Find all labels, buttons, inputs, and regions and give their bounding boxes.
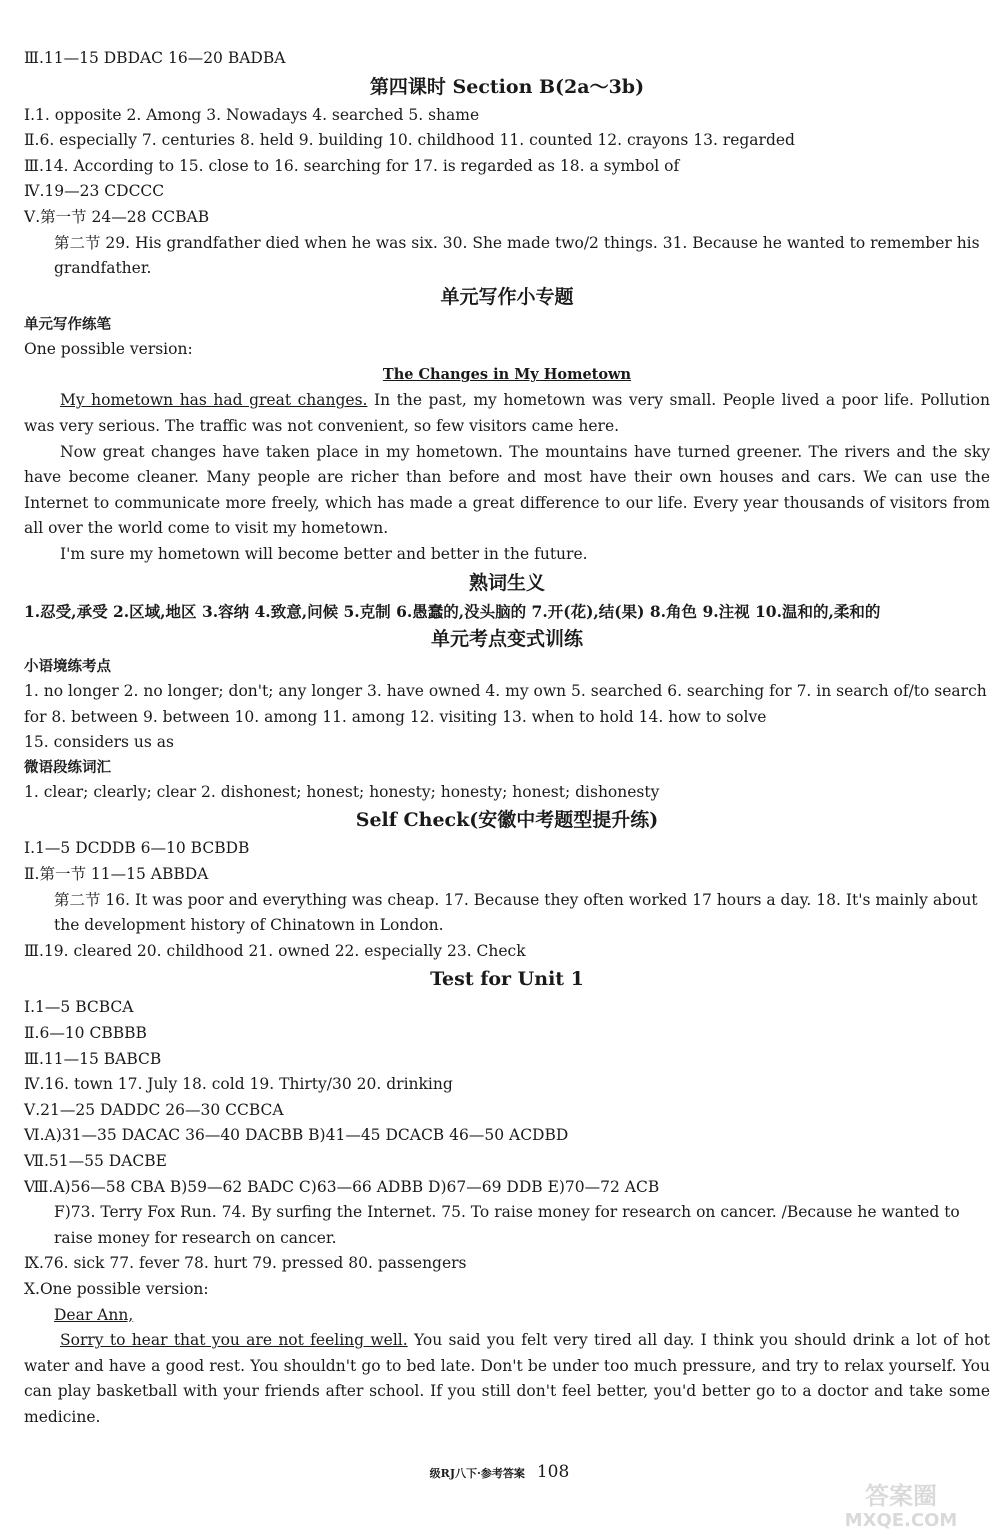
answer-line: F)73. Terry Fox Run. 74. By surfing the Internet. 75. To raise money for research on cancer. /Because he wanted to raise money for research on cancer. bbox=[54, 1203, 960, 1247]
underlined-sentence: Sorry to hear that you are not feeling well. bbox=[60, 1331, 408, 1350]
answer-line: Ⅴ.第一节 24—28 CCBAB bbox=[24, 207, 210, 226]
section-heading-selfcheck: Self Check(安徽中考题型提升练) bbox=[355, 809, 659, 832]
answer-line: Ⅱ.6—10 CBBBB bbox=[24, 1024, 147, 1043]
answer-page bbox=[24, 46, 990, 1431]
answer-line: Ⅲ.14. According to 15. close to 16. searching for 17. is regarded as 18. a symbol of bbox=[24, 156, 680, 175]
underlined-sentence: My hometown has had great changes. bbox=[60, 391, 368, 410]
letter-paragraph bbox=[24, 1328, 990, 1430]
subheading: 微语段练词汇 bbox=[24, 758, 111, 776]
essay-text: In the past, my hometown was very small. People lived a poor life. Pollution was very serious. The traffic was not convenient, so few visitors came here. bbox=[24, 391, 990, 435]
page-number: 108 bbox=[536, 1462, 570, 1482]
section-heading-vocab: 熟词生义 bbox=[468, 571, 545, 594]
letter-greeting bbox=[24, 1303, 990, 1329]
answer-line: Ⅰ.1—5 BCBCA bbox=[24, 998, 134, 1017]
answer-line: Ⅰ.1. opposite 2. Among 3. Nowadays 4. searched 5. shame bbox=[24, 105, 480, 124]
answer-line: Ⅹ.One possible version: bbox=[24, 1279, 209, 1298]
intro-line: One possible version: bbox=[24, 339, 193, 358]
answer-line: Ⅷ.A)56—58 CBA B)59—62 BADC C)63—66 ADBB D)67—69 DDB E)70—72 ACB bbox=[24, 1177, 660, 1196]
answer-line: Ⅱ.第一节 11—15 ABBDA bbox=[24, 865, 209, 884]
answer-line: 1. no longer 2. no longer; don't; any longer 3. have owned 4. my own 5. searched 6. searching for 7. in search of/to search for 8. between 9. between 10. among 11. among 12. visiting 13. when to hold 14. how to solve bbox=[24, 682, 987, 726]
answer-line: Ⅲ.11—15 DBDAC 16—20 BADBA bbox=[24, 49, 286, 67]
footer-label: 级RJ八下·参考答案 bbox=[429, 1467, 525, 1480]
essay-paragraph: Now great changes have taken place in my hometown. The mountains have turned greener. The rivers and the sky have become cleaner. Many people are richer than before and most have their own houses and cars. We can use the Internet to communicate more freely, which has made a great difference to our life. Every year thousands of visitors from all over the world come to visit my hometown. bbox=[24, 442, 990, 538]
answer-line: 第二节 29. His grandfather died when he was six. 30. She made two/2 things. 31. Because he wanted to remember his grandfather. bbox=[54, 233, 980, 278]
svg-text:答案圈: 答案圈 bbox=[865, 1482, 937, 1510]
greeting-text: Dear Ann, bbox=[54, 1305, 134, 1324]
answer-line: Ⅵ.A)31—35 DACAC 36—40 DACBB B)41—45 DCACB 46—50 ACDBD bbox=[24, 1126, 569, 1145]
subheading: 单元写作练笔 bbox=[24, 315, 111, 333]
answer-line: 第二节 16. It was poor and everything was cheap. 17. Because they often worked 17 hours a day. 18. It's mainly about the development history of Chinatown in London. bbox=[54, 890, 978, 935]
answer-line: Ⅳ.16. town 17. July 18. cold 19. Thirty/30 20. drinking bbox=[24, 1075, 453, 1094]
answer-line: Ⅸ.76. sick 77. fever 78. hurt 79. pressed 80. passengers bbox=[24, 1254, 467, 1273]
section-heading-training: 单元考点变式训练 bbox=[430, 628, 583, 651]
section-heading-lesson4: 第四课时 Section B(2a～3b) bbox=[369, 75, 645, 98]
answer-line: Ⅲ.11—15 BABCB bbox=[24, 1049, 162, 1068]
svg-text:MXQE.COM: MXQE.COM bbox=[844, 1510, 958, 1531]
section-heading-writing: 单元写作小专题 bbox=[440, 285, 574, 308]
essay-title: The Changes in My Hometown bbox=[382, 366, 632, 384]
answer-line: Ⅴ.21—25 DADDC 26—30 CCBCA bbox=[24, 1100, 284, 1119]
vocab-items: 1.忍受,承受 2.区域,地区 3.容纳 4.致意,问候 5.克制 6.愚蠢的,没头脑的 7.开(花),结(果) 8.角色 9.注视 10.温和的,柔和的 bbox=[24, 601, 881, 621]
section-heading-test: Test for Unit 1 bbox=[430, 968, 584, 991]
subheading: 小语境练考点 bbox=[24, 658, 111, 676]
answer-line: 15. considers us as bbox=[24, 733, 174, 752]
letter-text: You said you felt very tired all day. I think you should drink a lot of hot water and have a good rest. You shouldn't go to bed late. Don't be under too much pressure, and try to relax yourself. You can play basketball with your friends after school. If you still don't feel better, you'd better go to a doctor and take some medicine. bbox=[24, 1331, 990, 1426]
answer-line: Ⅳ.19—23 CDCCC bbox=[24, 182, 165, 201]
answer-line: Ⅶ.51—55 DACBE bbox=[24, 1152, 167, 1170]
answer-line: Ⅲ.19. cleared 20. childhood 21. owned 22. especially 23. Check bbox=[24, 941, 526, 960]
answer-line: Ⅰ.1—5 DCDDB 6—10 BCBDB bbox=[24, 839, 250, 858]
answer-line: Ⅱ.6. especially 7. centuries 8. held 9. building 10. childhood 11. counted 12. crayons 13. regarded bbox=[24, 131, 795, 150]
watermark-logo bbox=[821, 1478, 981, 1532]
essay-paragraph bbox=[24, 388, 990, 439]
answer-line: 1. clear; clearly; clear 2. dishonest; honest; honesty; honesty; honest; dishonesty bbox=[24, 782, 660, 801]
essay-paragraph: I'm sure my hometown will become better and better in the future. bbox=[60, 544, 588, 563]
